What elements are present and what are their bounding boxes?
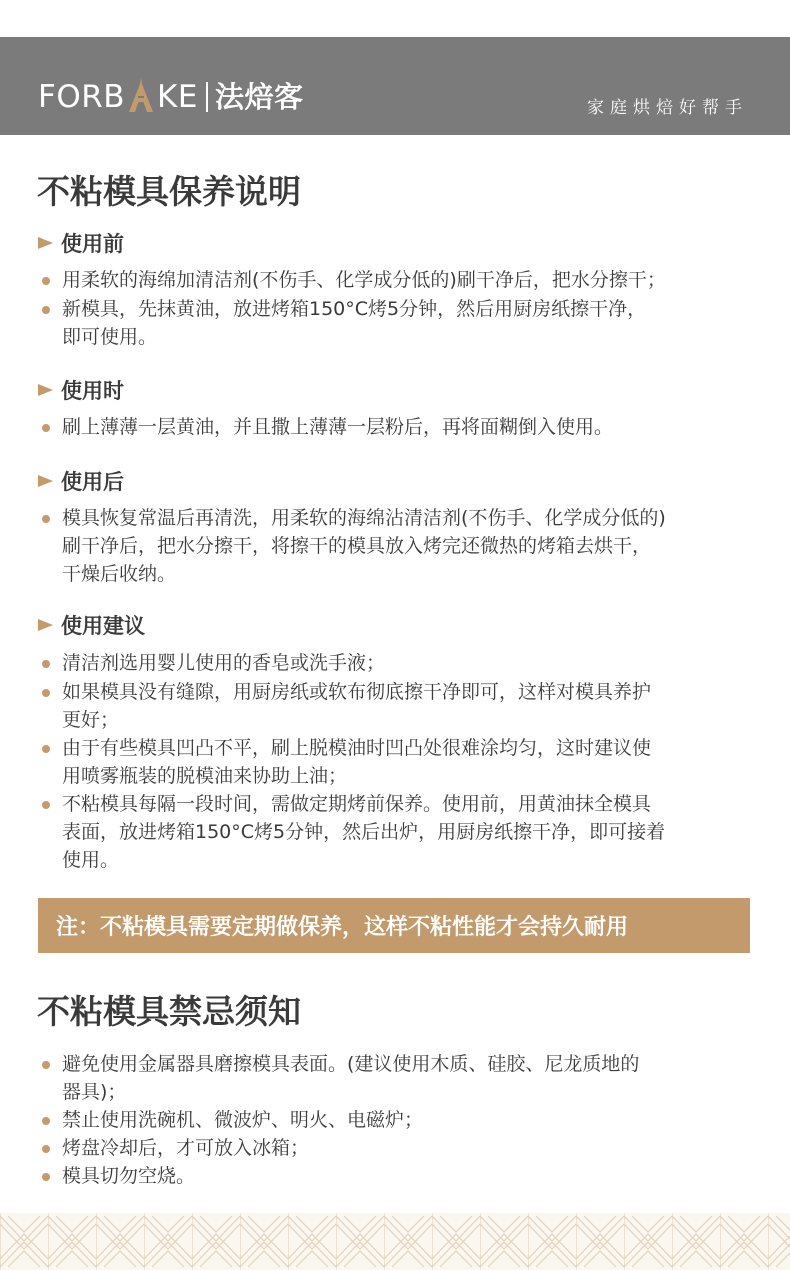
list-item-line: 不粘模具每隔一段时间，需做定期烤前保养。使用前，用黄油抹全模具 bbox=[62, 793, 652, 815]
bullet-dot-icon bbox=[42, 1173, 50, 1181]
list-item-line: 烤盘冷却后，才可放入冰箱； bbox=[62, 1137, 310, 1159]
list-item-line: 模具恢复常温后再清洗，用柔软的海绵沾清洁剂(不伤手、化学成分低的) bbox=[62, 507, 666, 529]
section-before-use bbox=[38, 230, 124, 256]
list-item-line: 刷上薄薄一层黄油，并且撒上薄薄一层粉后，再将面糊倒入使用。 bbox=[62, 416, 614, 438]
triangle-marker-icon bbox=[38, 619, 53, 631]
bullet-dot-icon bbox=[42, 1061, 50, 1069]
brand-en-part1: FORB bbox=[38, 78, 126, 115]
logo-separator bbox=[206, 82, 208, 112]
list-item-line: 刷干净后，把水分擦干，将擦干的模具放入烤完还微热的烤箱去烘干， bbox=[62, 535, 652, 557]
list-item bbox=[42, 790, 762, 874]
list-item bbox=[42, 504, 762, 588]
section-after-use bbox=[38, 468, 124, 494]
list-item-line: 如果模具没有缝隙，用厨房纸或软布彻底擦干净即可，这样对模具养护 bbox=[62, 681, 652, 703]
triangle-marker-icon bbox=[38, 237, 53, 249]
triangle-marker-icon bbox=[38, 384, 53, 396]
list-item-line: 用柔软的海绵加清洁剂(不伤手、化学成分低的)刷干净后，把水分擦干； bbox=[62, 269, 666, 291]
note-banner: 注：不粘模具需要定期做保养，这样不粘性能才会持久耐用 bbox=[38, 898, 750, 953]
list-item bbox=[42, 266, 762, 294]
list-item-line: 新模具，先抹黄油，放进烤箱150°C烤5分钟，然后用厨房纸擦干净， bbox=[62, 298, 647, 320]
list-item bbox=[42, 295, 762, 351]
bullet-dot-icon bbox=[42, 1145, 50, 1153]
bullet-dot-icon bbox=[42, 306, 50, 314]
list-item-line: 即可使用。 bbox=[62, 326, 158, 348]
bullet-dot-icon bbox=[42, 277, 50, 285]
list-item-line: 避免使用金属器具磨擦模具表面。(建议使用木质、硅胶、尼龙质地的 bbox=[62, 1053, 640, 1075]
list-item bbox=[42, 649, 762, 677]
section-during-use bbox=[38, 377, 124, 403]
bullet-dot-icon bbox=[42, 689, 50, 697]
list-item-line: 模具切勿空烧。 bbox=[62, 1165, 196, 1187]
section-label: 使用时 bbox=[61, 379, 124, 403]
list-item bbox=[42, 1134, 762, 1162]
header-banner bbox=[0, 37, 790, 135]
section-suggestions bbox=[38, 612, 145, 638]
list-item-line: 由于有些模具凹凸不平，刷上脱模油时凹凸处很难涂均匀，这时建议使 bbox=[62, 737, 652, 759]
section-label: 使用建议 bbox=[61, 614, 145, 638]
brand-logo bbox=[38, 77, 303, 117]
list-item-line: 表面，放进烤箱150°C烤5分钟，然后出炉，用厨房纸擦干净，即可接着 bbox=[62, 821, 666, 843]
list-item bbox=[42, 1162, 762, 1190]
taboo-title: 不粘模具禁忌须知 bbox=[37, 992, 301, 1031]
list-item-line: 器具)； bbox=[62, 1081, 127, 1103]
slogan: 家庭烘焙好帮手 bbox=[587, 98, 748, 118]
list-item bbox=[42, 1050, 762, 1106]
bullet-dot-icon bbox=[42, 660, 50, 668]
list-item bbox=[42, 734, 762, 790]
brand-cn: 法焙客 bbox=[214, 79, 304, 114]
list-item-line: 更好； bbox=[62, 709, 120, 731]
list-item-line: 使用。 bbox=[62, 849, 120, 871]
bullet-dot-icon bbox=[42, 745, 50, 753]
brand-en-part2: KE bbox=[157, 78, 198, 115]
bullet-dot-icon bbox=[42, 1117, 50, 1125]
list-item-line: 用喷雾瓶装的脱模油来协助上油； bbox=[62, 765, 348, 787]
decorative-pattern-footer bbox=[0, 1213, 790, 1270]
list-item bbox=[42, 678, 762, 734]
section-label: 使用后 bbox=[61, 470, 124, 494]
bullet-dot-icon bbox=[42, 801, 50, 809]
list-item-line: 禁止使用洗碗机、微波炉、明火、电磁炉； bbox=[62, 1109, 424, 1131]
eiffel-a-icon bbox=[126, 78, 156, 116]
triangle-marker-icon bbox=[38, 475, 53, 487]
list-item-line: 清洁剂选用婴儿使用的香皂或洗手液； bbox=[62, 652, 386, 674]
bullet-dot-icon bbox=[42, 424, 50, 432]
list-item-line: 干燥后收纳。 bbox=[62, 563, 177, 585]
bullet-dot-icon bbox=[42, 515, 50, 523]
list-item bbox=[42, 413, 762, 441]
section-label: 使用前 bbox=[61, 232, 124, 256]
list-item bbox=[42, 1106, 762, 1134]
care-title: 不粘模具保养说明 bbox=[37, 172, 301, 211]
